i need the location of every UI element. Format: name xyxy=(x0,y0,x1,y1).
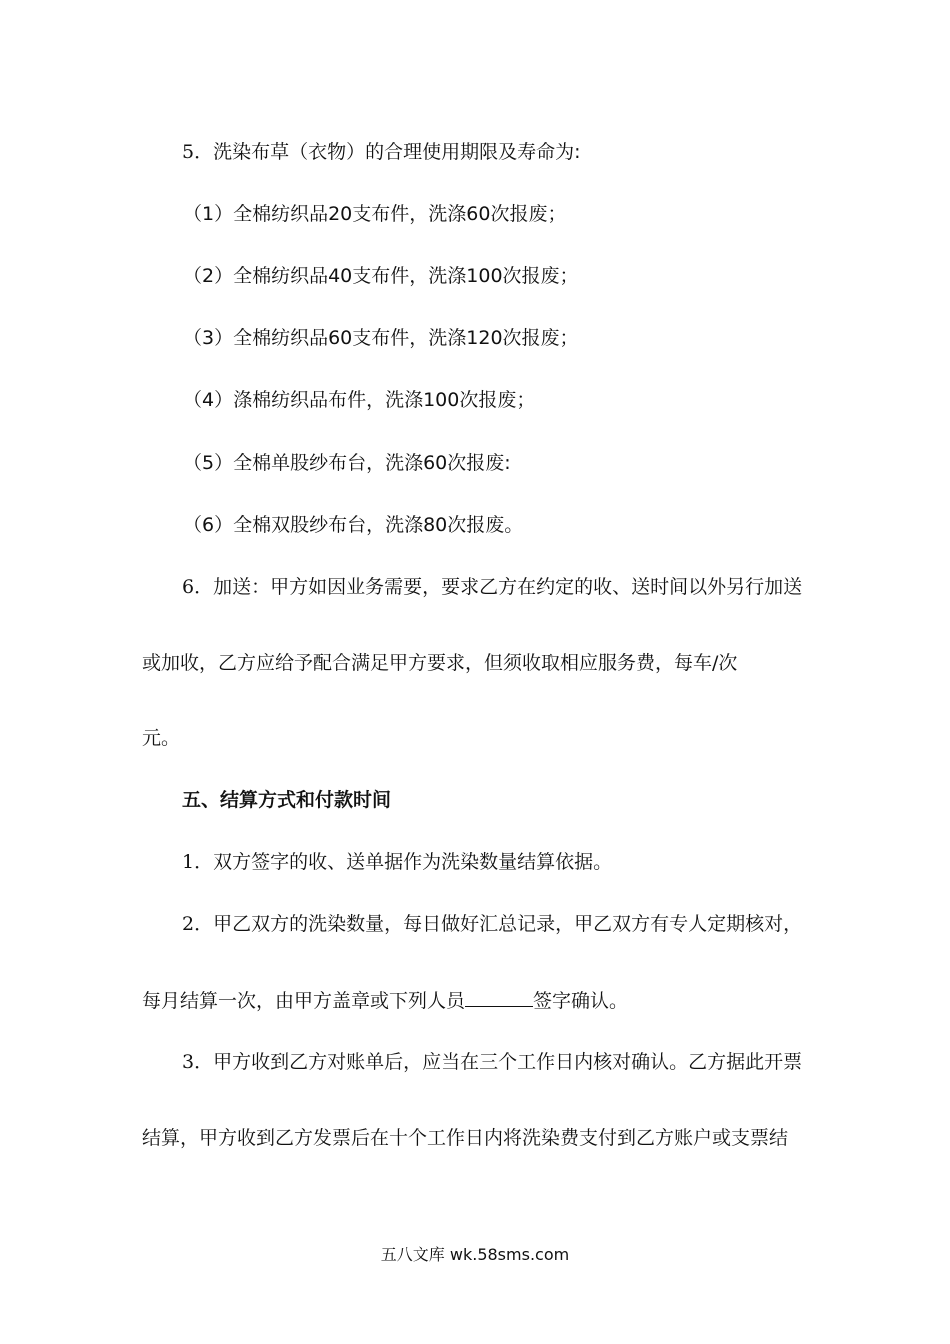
section-heading: 五、结算方式和付款时间 xyxy=(182,789,392,811)
settlement-item-1: 1．双方签字的收、送单据作为洗染数量结算依据。 xyxy=(182,851,613,873)
list-item: （6）全棉双股纱布台，洗涤80次报废。 xyxy=(183,514,524,536)
page-footer: 五八文库 wk.58sms.com xyxy=(380,1245,570,1264)
list-item: （4）涤棉纺织品布件，洗涤100次报废； xyxy=(183,389,536,411)
item-5-heading: 5．洗染布草（衣物）的合理使用期限及寿命为: xyxy=(182,141,581,163)
item-6-line-1: 6．加送：甲方如因业务需要，要求乙方在约定的收、送时间以外另行加送 xyxy=(182,576,803,598)
list-item: （5）全棉单股纱布台，洗涤60次报废: xyxy=(183,452,511,474)
settlement-item-3-line-2: 结算，甲方收到乙方发票后在十个工作日内将洗染费支付到乙方账户或支票结 xyxy=(142,1127,789,1149)
item-6-line-3: 元。 xyxy=(142,727,181,749)
list-item: （3）全棉纺织品60支布件，洗涤120次报废； xyxy=(183,327,579,349)
item-6-line-2: 或加收，乙方应给予配合满足甲方要求，但须收取相应服务费，每车/次 xyxy=(142,652,738,674)
list-item: （2）全棉纺织品40支布件，洗涤100次报废； xyxy=(183,265,579,287)
list-item: （1）全棉纺织品20支布件，洗涤60次报废； xyxy=(183,203,567,225)
settlement-item-2-line-2: 每月结算一次，由甲方盖章或下列人员 签字确认。 xyxy=(142,990,629,1012)
settlement-item-3-line-1: 3．甲方收到乙方对账单后，应当在三个工作日内核对确认。乙方据此开票 xyxy=(182,1051,803,1073)
settlement-item-2-line-1: 2．甲乙双方的洗染数量，每日做好汇总记录，甲乙双方有专人定期核对， xyxy=(182,913,803,935)
signature-blank xyxy=(465,988,533,1007)
